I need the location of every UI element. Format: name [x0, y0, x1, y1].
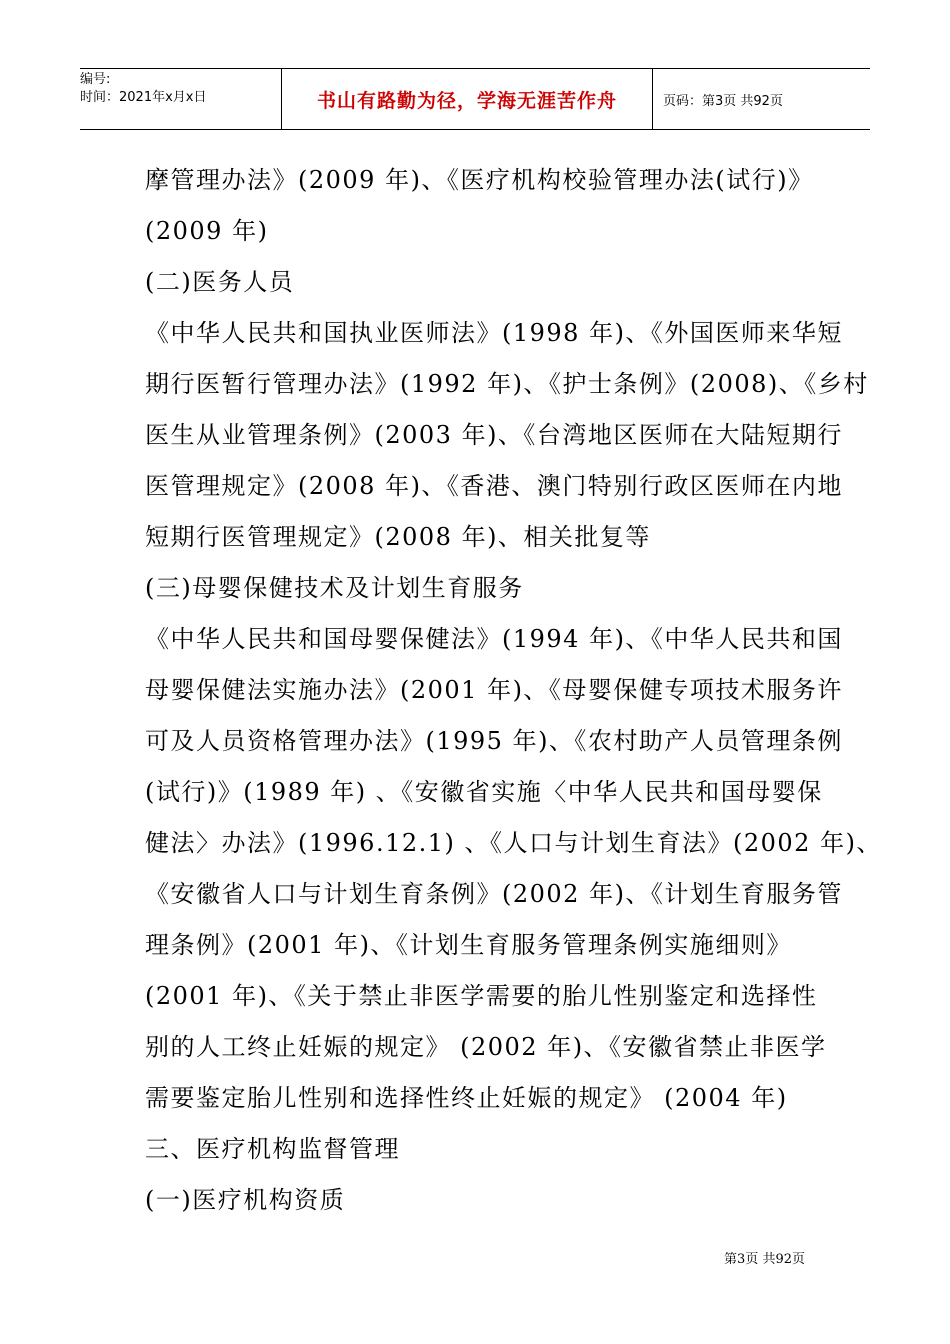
text-line: 医生从业管理条例》(2003 年)、《台湾地区医师在大陆短期行 — [145, 421, 843, 449]
section-heading: (三)母婴保健技术及计划生育服务 — [145, 574, 524, 602]
text-line: 需要鉴定胎儿性别和选择性终止妊娠的规定》 (2004 年) — [145, 1084, 788, 1112]
text-line: 理条例》(2001 年)、《计划生育服务管理条例实施细则》 — [145, 931, 792, 959]
text-line: 医管理规定》(2008 年)、《香港、澳门特别行政区医师在内地 — [145, 472, 843, 500]
text-line: 《中华人民共和国执业医师法》(1998 年)、《外国医师来华短 — [145, 319, 843, 347]
document-body — [145, 155, 882, 1226]
page-footer: 第3页 共92页 — [724, 1252, 805, 1267]
section-heading: (二)医务人员 — [145, 268, 295, 296]
number-label: 编号: — [80, 72, 111, 87]
text-line: (2009 年) — [145, 217, 269, 245]
text-line: 期行医暂行管理办法》(1992 年)、《护士条例》(2008)、《乡村 — [145, 370, 869, 398]
section-heading: (一)医疗机构资质 — [145, 1186, 346, 1214]
section-heading: 三、医疗机构监督管理 — [145, 1135, 400, 1163]
text-line: 《安徽省人口与计划生育条例》(2002 年)、《计划生育服务管 — [145, 880, 843, 908]
header-meta — [80, 69, 282, 129]
text-line: 母婴保健法实施办法》(2001 年)、《母婴保健专项技术服务许 — [145, 676, 843, 704]
text-line: 健法〉办法》(1996.12.1) 、《人口与计划生育法》(2002 年)、 — [145, 829, 882, 857]
page-header — [80, 68, 870, 130]
text-line: (试行)》(1989 年) 、《安徽省实施〈中华人民共和国母婴保 — [145, 778, 823, 806]
text-line: 可及人员资格管理办法》(1995 年)、《农村助产人员管理条例 — [145, 727, 843, 755]
text-line: 《中华人民共和国母婴保健法》(1994 年)、《中华人民共和国 — [145, 625, 843, 653]
text-line: (2001 年)、《关于禁止非医学需要的胎儿性别鉴定和选择性 — [145, 982, 818, 1010]
time-label: 时间：2021年x月x日 — [80, 90, 207, 105]
header-page-info: 页码：第3页 共92页 — [663, 93, 783, 109]
text-line: 摩管理办法》(2009 年)、《医疗机构校验管理办法(试行)》 — [145, 166, 814, 194]
text-line: 别的人工终止妊娠的规定》 (2002 年)、《安徽省禁止非医学 — [145, 1033, 827, 1061]
text-line: 短期行医管理规定》(2008 年)、相关批复等 — [145, 523, 651, 551]
header-motto: 书山有路勤为径，学海无涯苦作舟 — [282, 69, 653, 129]
